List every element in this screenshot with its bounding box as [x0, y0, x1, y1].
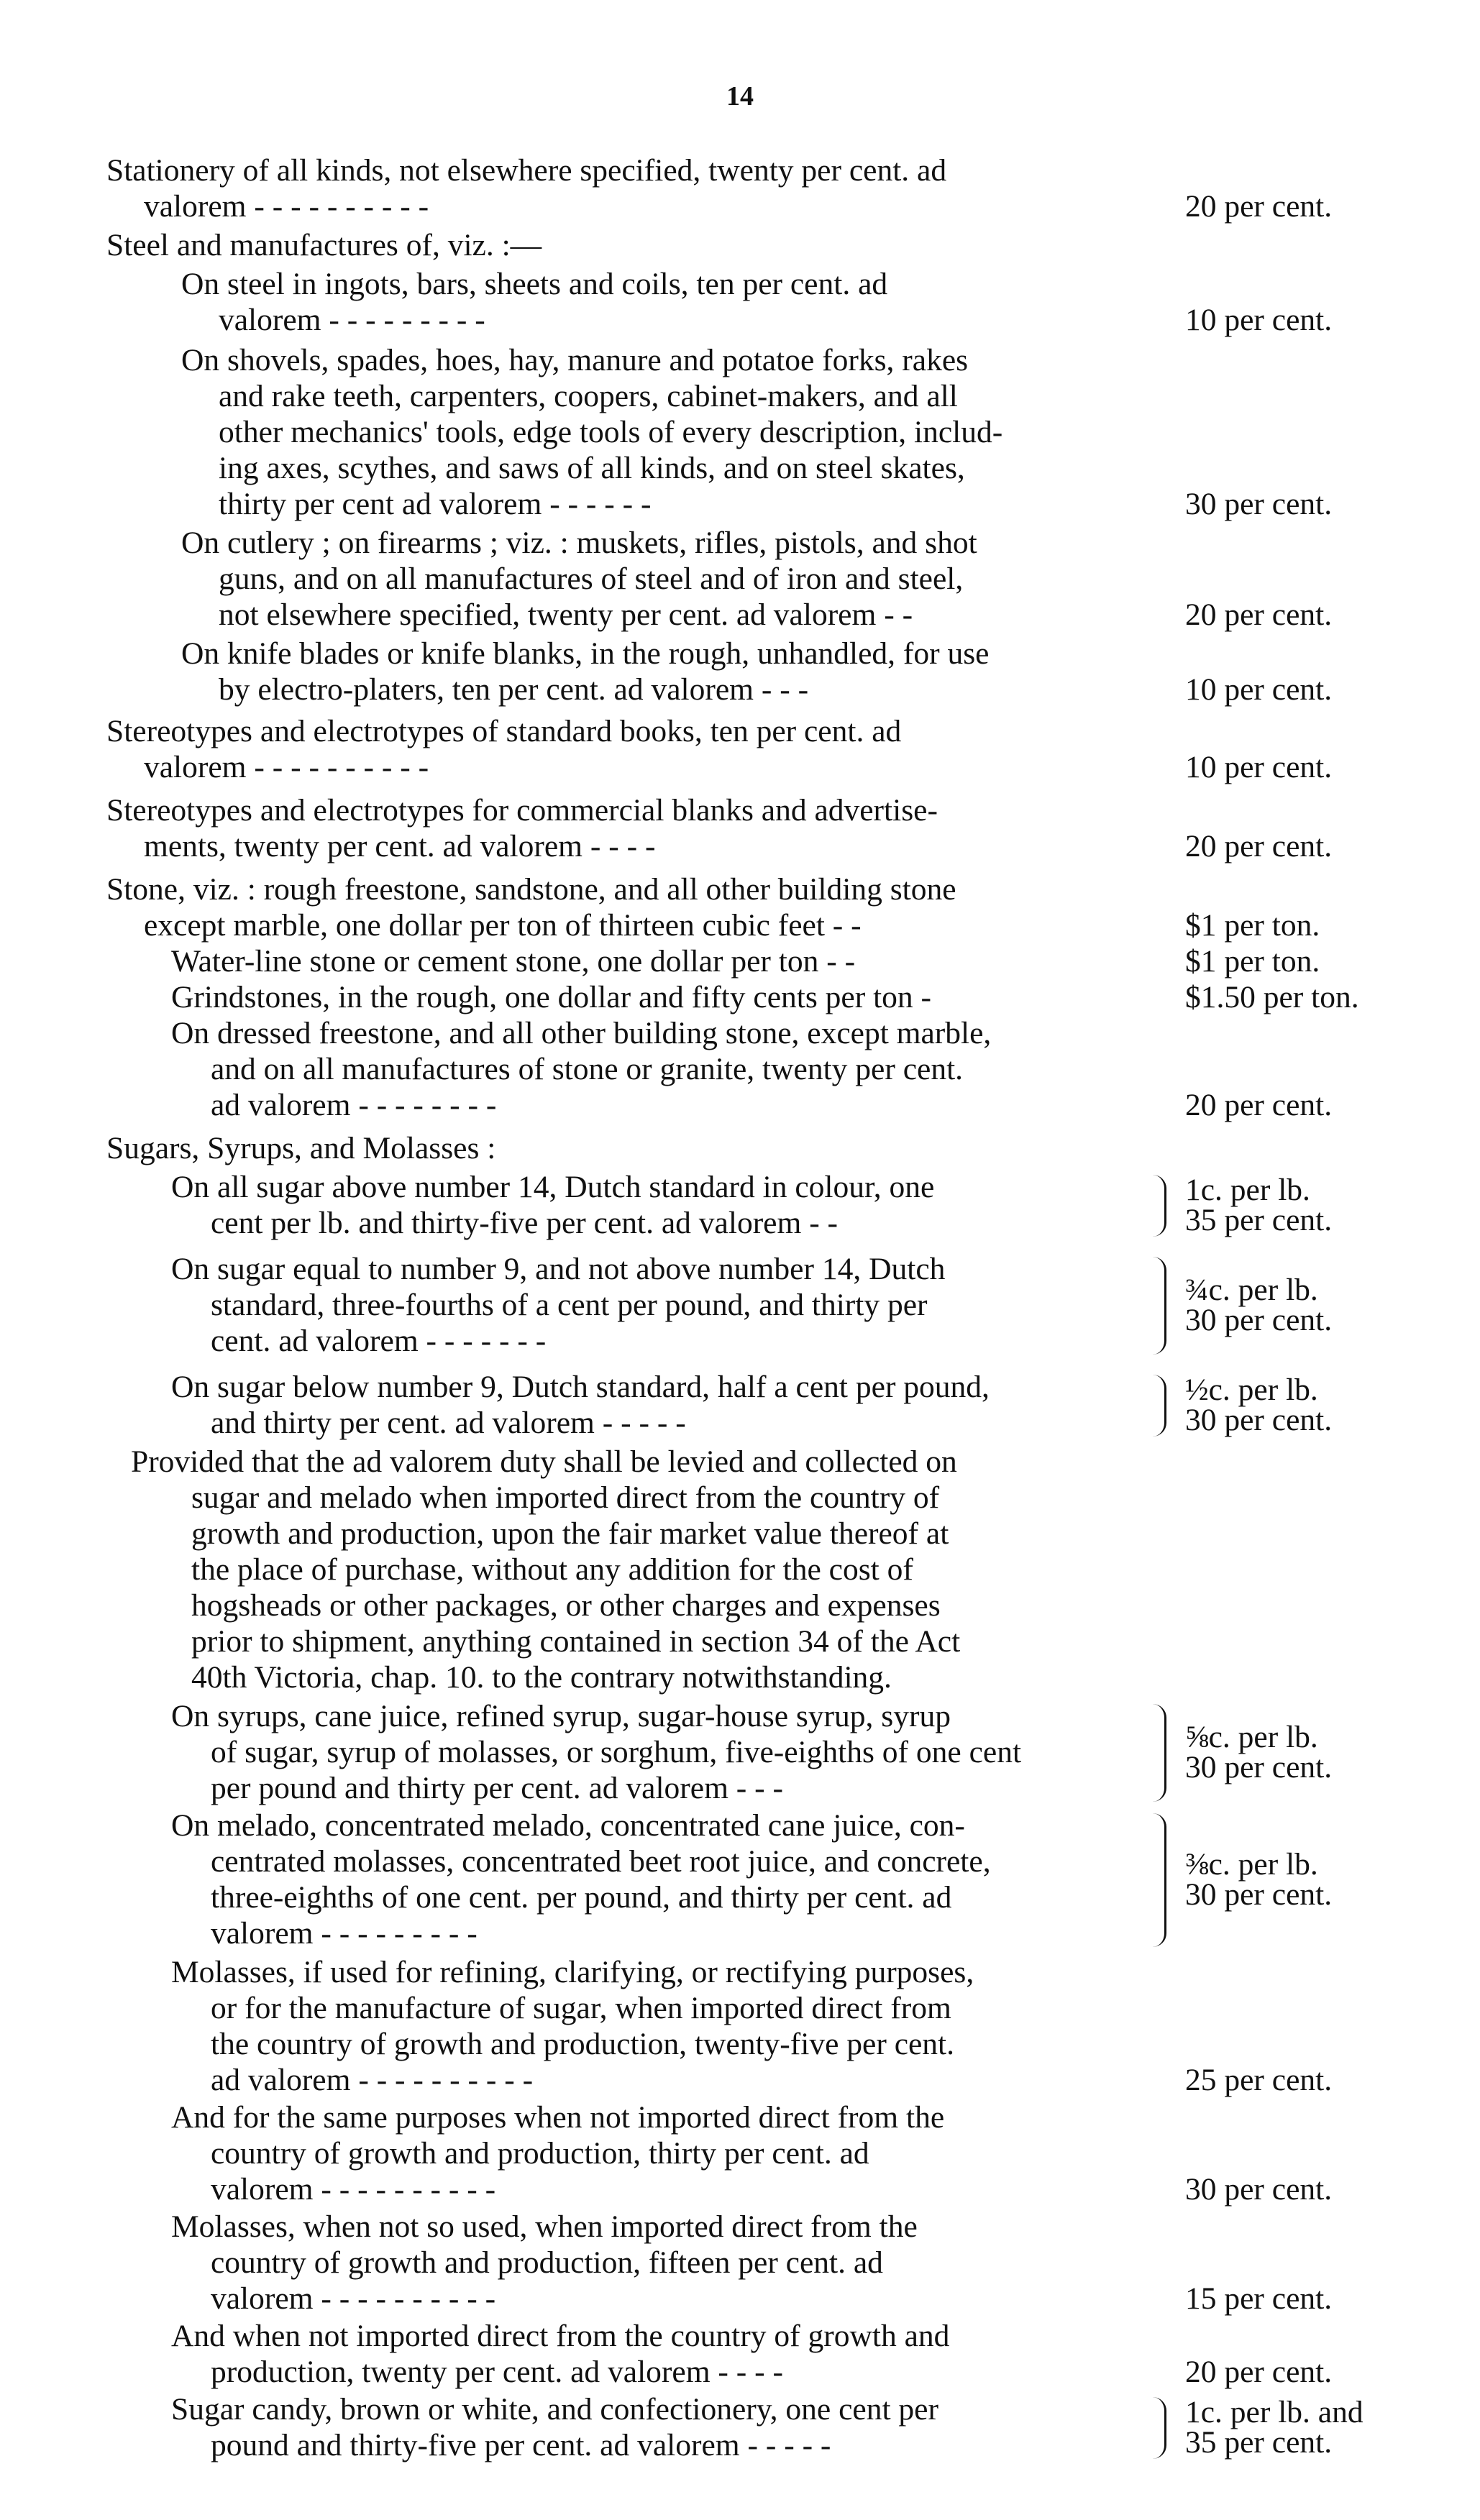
entry-line: On sugar equal to number 9, and not above number 14, Dutch	[171, 1252, 946, 1286]
entry-text	[106, 342, 1151, 522]
entry-line: Molasses, when not so used, when imported direct from the	[171, 2209, 918, 2244]
entry-text	[106, 1251, 1151, 1359]
entry-text	[106, 1130, 1151, 1166]
tariff-entry-melado	[106, 1807, 1401, 1951]
tariff-entry-steel-ingots	[106, 266, 1401, 338]
entry-line: country of growth and production, thirty per cent. ad	[211, 2136, 869, 2171]
duty-rate	[1185, 749, 1401, 785]
entry-text	[106, 2391, 1151, 2463]
duty-rate	[1185, 486, 1401, 522]
entry-line: Provided that the ad valorem duty shall be levied and collected on	[131, 1444, 957, 1479]
rate-line: 30 per cent.	[1185, 1303, 1333, 1337]
entry-line: On knife blades or knife blanks, in the rough, unhandled, for use	[181, 636, 990, 671]
tariff-entry-stationery	[106, 152, 1401, 224]
entry-text	[106, 1954, 1151, 2098]
entry-line: standard, three-fourths of a cent per pound, and thirty per	[211, 1288, 928, 1322]
entry-text	[106, 266, 1151, 338]
entry-text	[106, 227, 1151, 263]
rate-line: 20 per cent.	[1185, 1088, 1333, 1122]
entry-line: prior to shipment, anything contained in section 34 of the Act	[191, 1624, 961, 1659]
entry-line: valorem - - - - - - - - -	[211, 1916, 478, 1951]
entry-line: growth and production, upon the fair market value thereof at	[191, 1516, 949, 1551]
rate-line: 30 per cent.	[1185, 1750, 1333, 1784]
entry-line: On sugar below number 9, Dutch standard, half a cent per pound,	[171, 1370, 990, 1404]
entry-line: country of growth and production, fifteen per cent. ad	[211, 2245, 883, 2280]
entry-line: Stereotypes and electrotypes for commercial blanks and advertise-	[106, 793, 938, 828]
rate-line: 10 per cent.	[1185, 750, 1333, 784]
rate-line: $1.50 per ton.	[1185, 980, 1359, 1014]
rate-line: 20 per cent.	[1185, 189, 1333, 224]
entry-line: ad valorem - - - - - - - -	[211, 1088, 497, 1122]
rate-line: ⅜c. per lb.	[1185, 1847, 1318, 1882]
entry-text	[106, 1015, 1151, 1123]
rate-line: ¾c. per lb.	[1185, 1273, 1318, 1307]
tariff-entry-grindstones	[106, 979, 1401, 1015]
entry-line: ing axes, scythes, and saws of all kinds, and on steel skates,	[219, 451, 965, 485]
entry-text	[106, 152, 1151, 224]
entry-line: guns, and on all manufactures of steel and of iron and steel,	[219, 562, 964, 596]
entry-line: Grindstones, in the rough, one dollar and fifty cents per ton -	[171, 980, 932, 1014]
entry-text	[106, 1698, 1151, 1806]
entry-text	[106, 2318, 1151, 2390]
tariff-entry-water-line-stone	[106, 943, 1401, 979]
entry-line: pound and thirty-five per cent. ad valorem - - - - -	[211, 2428, 831, 2462]
entry-line: thirty per cent ad valorem - - - - - -	[219, 487, 652, 521]
entry-line: valorem - - - - - - - - -	[219, 303, 485, 337]
entry-text	[106, 1369, 1151, 1441]
entry-line: On all sugar above number 14, Dutch standard in colour, one	[171, 1170, 935, 1204]
rate-line: 35 per cent.	[1185, 1203, 1333, 1237]
tariff-entry-sugar-9-14	[106, 1251, 1401, 1359]
duty-rate	[1185, 597, 1401, 633]
rate-line: 20 per cent.	[1185, 829, 1333, 863]
duty-rate	[1185, 1375, 1401, 1435]
rate-line: 1c. per lb.	[1185, 1173, 1310, 1207]
entry-line: ments, twenty per cent. ad valorem - - - -	[144, 829, 656, 863]
duty-rate	[1185, 2395, 1401, 2460]
curly-brace	[1153, 1175, 1166, 1237]
page-number: 14	[726, 81, 754, 111]
entry-line: valorem - - - - - - - - - -	[144, 189, 429, 224]
tariff-entry-steel-tools	[106, 342, 1401, 522]
duty-rate	[1185, 1175, 1401, 1235]
duty-rate	[1185, 1087, 1401, 1123]
tariff-entry-sugar-candy	[106, 2391, 1401, 2463]
duty-rate	[1185, 943, 1401, 979]
entry-line: On cutlery ; on firearms ; viz. : muskets, rifles, pistols, and shot	[181, 526, 977, 560]
rate-line: 35 per cent.	[1185, 2425, 1333, 2460]
entry-line: per pound and thirty per cent. ad valorem - - -	[211, 1771, 783, 1805]
duty-rate	[1185, 672, 1401, 707]
entry-line: And when not imported direct from the country of growth and	[171, 2319, 950, 2353]
entry-text	[106, 943, 1151, 979]
curly-brace	[1153, 1375, 1166, 1437]
entry-line: On melado, concentrated melado, concentrated cane juice, con-	[171, 1808, 965, 1843]
duty-rate	[1185, 2354, 1401, 2390]
entry-line: And for the same purposes when not imported direct from the	[171, 2100, 945, 2135]
rate-line: 20 per cent.	[1185, 2355, 1333, 2389]
entry-line: Sugar candy, brown or white, and confectionery, one cent per	[171, 2392, 938, 2427]
entry-line: the place of purchase, without any addition for the cost of	[191, 1552, 913, 1587]
entry-text	[106, 979, 1151, 1015]
entry-line: Sugars, Syrups, and Molasses :	[106, 1131, 496, 1165]
entry-line: valorem - - - - - - - - - -	[211, 2172, 496, 2207]
entry-line: On steel in ingots, bars, sheets and coils, ten per cent. ad	[181, 267, 888, 301]
entry-line: centrated molasses, concentrated beet root juice, and concrete,	[211, 1844, 991, 1879]
entry-text	[106, 1169, 1151, 1241]
duty-rate	[1185, 2171, 1401, 2207]
tariff-entry-stereotypes-books	[106, 713, 1401, 785]
duty-rate	[1185, 302, 1401, 338]
entry-line: cent per lb. and thirty-five per cent. ad valorem - -	[211, 1206, 839, 1240]
entry-line: not elsewhere specified, twenty per cent. ad valorem - -	[219, 597, 913, 632]
entry-line: the country of growth and production, twenty-five per cent.	[211, 2027, 955, 2061]
entry-line: and rake teeth, carpenters, coopers, cabinet-makers, and all	[219, 379, 958, 413]
rate-line: 30 per cent.	[1185, 2172, 1333, 2207]
duty-rate	[1185, 2062, 1401, 2098]
tariff-entry-syrups	[106, 1698, 1401, 1806]
rate-line: $1 per ton.	[1185, 944, 1320, 979]
tariff-entry-molasses-refining-not-direct	[106, 2099, 1401, 2207]
rate-line: 30 per cent.	[1185, 1877, 1333, 1912]
rate-line: 30 per cent.	[1185, 1403, 1333, 1437]
entry-text	[106, 792, 1151, 864]
duty-rate	[1185, 979, 1401, 1015]
duty-rate	[1185, 188, 1401, 224]
entry-line: Water-line stone or cement stone, one dollar per ton - -	[171, 944, 856, 979]
tariff-entry-sugar-below-9	[106, 1369, 1401, 1441]
duty-rate	[1185, 828, 1401, 864]
tariff-entry-molasses-refining	[106, 1954, 1401, 2098]
rate-line: 30 per cent.	[1185, 487, 1333, 521]
rate-line: 10 per cent.	[1185, 672, 1333, 707]
tariff-entry-molasses-not-used	[106, 2209, 1401, 2317]
tariff-entry-sugar-above-14	[106, 1169, 1401, 1241]
entry-line: except marble, one dollar per ton of thirteen cubic feet - -	[144, 908, 862, 943]
entry-line: Stationery of all kinds, not elsewhere specified, twenty per cent. ad	[106, 153, 947, 188]
curly-brace	[1153, 1813, 1166, 1947]
entry-text	[106, 713, 1151, 785]
entry-line: sugar and melado when imported direct from the country of	[191, 1480, 940, 1515]
entry-line: by electro-platers, ten per cent. ad valorem - - -	[219, 672, 809, 707]
curly-brace	[1153, 1257, 1166, 1355]
entry-line: Stereotypes and electrotypes of standard books, ten per cent. ad	[106, 714, 902, 748]
curly-brace	[1153, 1704, 1166, 1802]
entry-line: and on all manufactures of stone or granite, twenty per cent.	[211, 1052, 964, 1086]
rate-line: 10 per cent.	[1185, 303, 1333, 337]
tariff-entry-stereotypes-commercial	[106, 792, 1401, 864]
entry-line: cent. ad valorem - - - - - - -	[211, 1324, 547, 1358]
tariff-list	[106, 152, 1401, 2463]
rate-line: 25 per cent.	[1185, 2063, 1333, 2097]
rate-line: $1 per ton.	[1185, 908, 1320, 943]
entry-text	[106, 1444, 1151, 1695]
tariff-entry-steel-heading	[106, 227, 1401, 263]
entry-line: of sugar, syrup of molasses, or sorghum, five-eighths of one cent	[211, 1735, 1022, 1769]
rate-line: 20 per cent.	[1185, 597, 1333, 632]
entry-line: hogsheads or other packages, or other charges and expenses	[191, 1588, 941, 1623]
rate-line: 15 per cent.	[1185, 2281, 1333, 2316]
duty-rate	[1185, 2281, 1401, 2317]
entry-line: On shovels, spades, hoes, hay, manure and potatoe forks, rakes	[181, 343, 969, 377]
entry-line: three-eighths of one cent. per pound, and thirty per cent. ad	[211, 1880, 952, 1915]
entry-line: valorem - - - - - - - - - -	[144, 750, 429, 784]
tariff-entry-proviso	[106, 1444, 1401, 1695]
entry-text	[106, 525, 1151, 633]
rate-line: 1c. per lb. and	[1185, 2395, 1363, 2429]
entry-line: ad valorem - - - - - - - - - -	[211, 2063, 534, 2097]
entry-line: other mechanics' tools, edge tools of every description, includ-	[219, 415, 1003, 449]
duty-rate	[1185, 907, 1401, 943]
tariff-entry-molasses-not-direct	[106, 2318, 1401, 2390]
entry-line: On syrups, cane juice, refined syrup, sugar-house syrup, syrup	[171, 1699, 951, 1733]
entry-line: Steel and manufactures of, viz. :—	[106, 228, 542, 262]
entry-text	[106, 636, 1151, 707]
tariff-entry-sugars-heading	[106, 1130, 1401, 1166]
entry-line: valorem - - - - - - - - - -	[211, 2281, 496, 2316]
entry-line: 40th Victoria, chap. 10. to the contrary notwithstanding.	[191, 1660, 892, 1695]
curly-brace	[1153, 2397, 1166, 2459]
entry-line: Stone, viz. : rough freestone, sandstone, and all other building stone	[106, 872, 956, 907]
entry-text	[106, 2209, 1151, 2317]
tariff-entry-dressed-freestone	[106, 1015, 1401, 1123]
duty-rate	[1185, 1275, 1401, 1335]
entry-text	[106, 2099, 1151, 2207]
entry-line: On dressed freestone, and all other building stone, except marble,	[171, 1016, 992, 1050]
rate-line: ⅝c. per lb.	[1185, 1720, 1318, 1754]
entry-line: or for the manufacture of sugar, when imported direct from	[211, 1991, 951, 2025]
rate-line: ½c. per lb.	[1185, 1373, 1318, 1407]
entry-line: and thirty per cent. ad valorem - - - - -	[211, 1406, 686, 1440]
entry-text	[106, 1807, 1151, 1951]
duty-rate	[1185, 1722, 1401, 1782]
tariff-entry-steel-cutlery	[106, 525, 1401, 633]
duty-rate	[1185, 1849, 1401, 1910]
entry-text	[106, 871, 1151, 943]
tariff-entry-stone	[106, 871, 1401, 943]
entry-line: production, twenty per cent. ad valorem - - - -	[211, 2355, 783, 2389]
entry-line: Molasses, if used for refining, clarifying, or rectifying purposes,	[171, 1955, 974, 1989]
tariff-entry-knife-blades	[106, 636, 1401, 707]
